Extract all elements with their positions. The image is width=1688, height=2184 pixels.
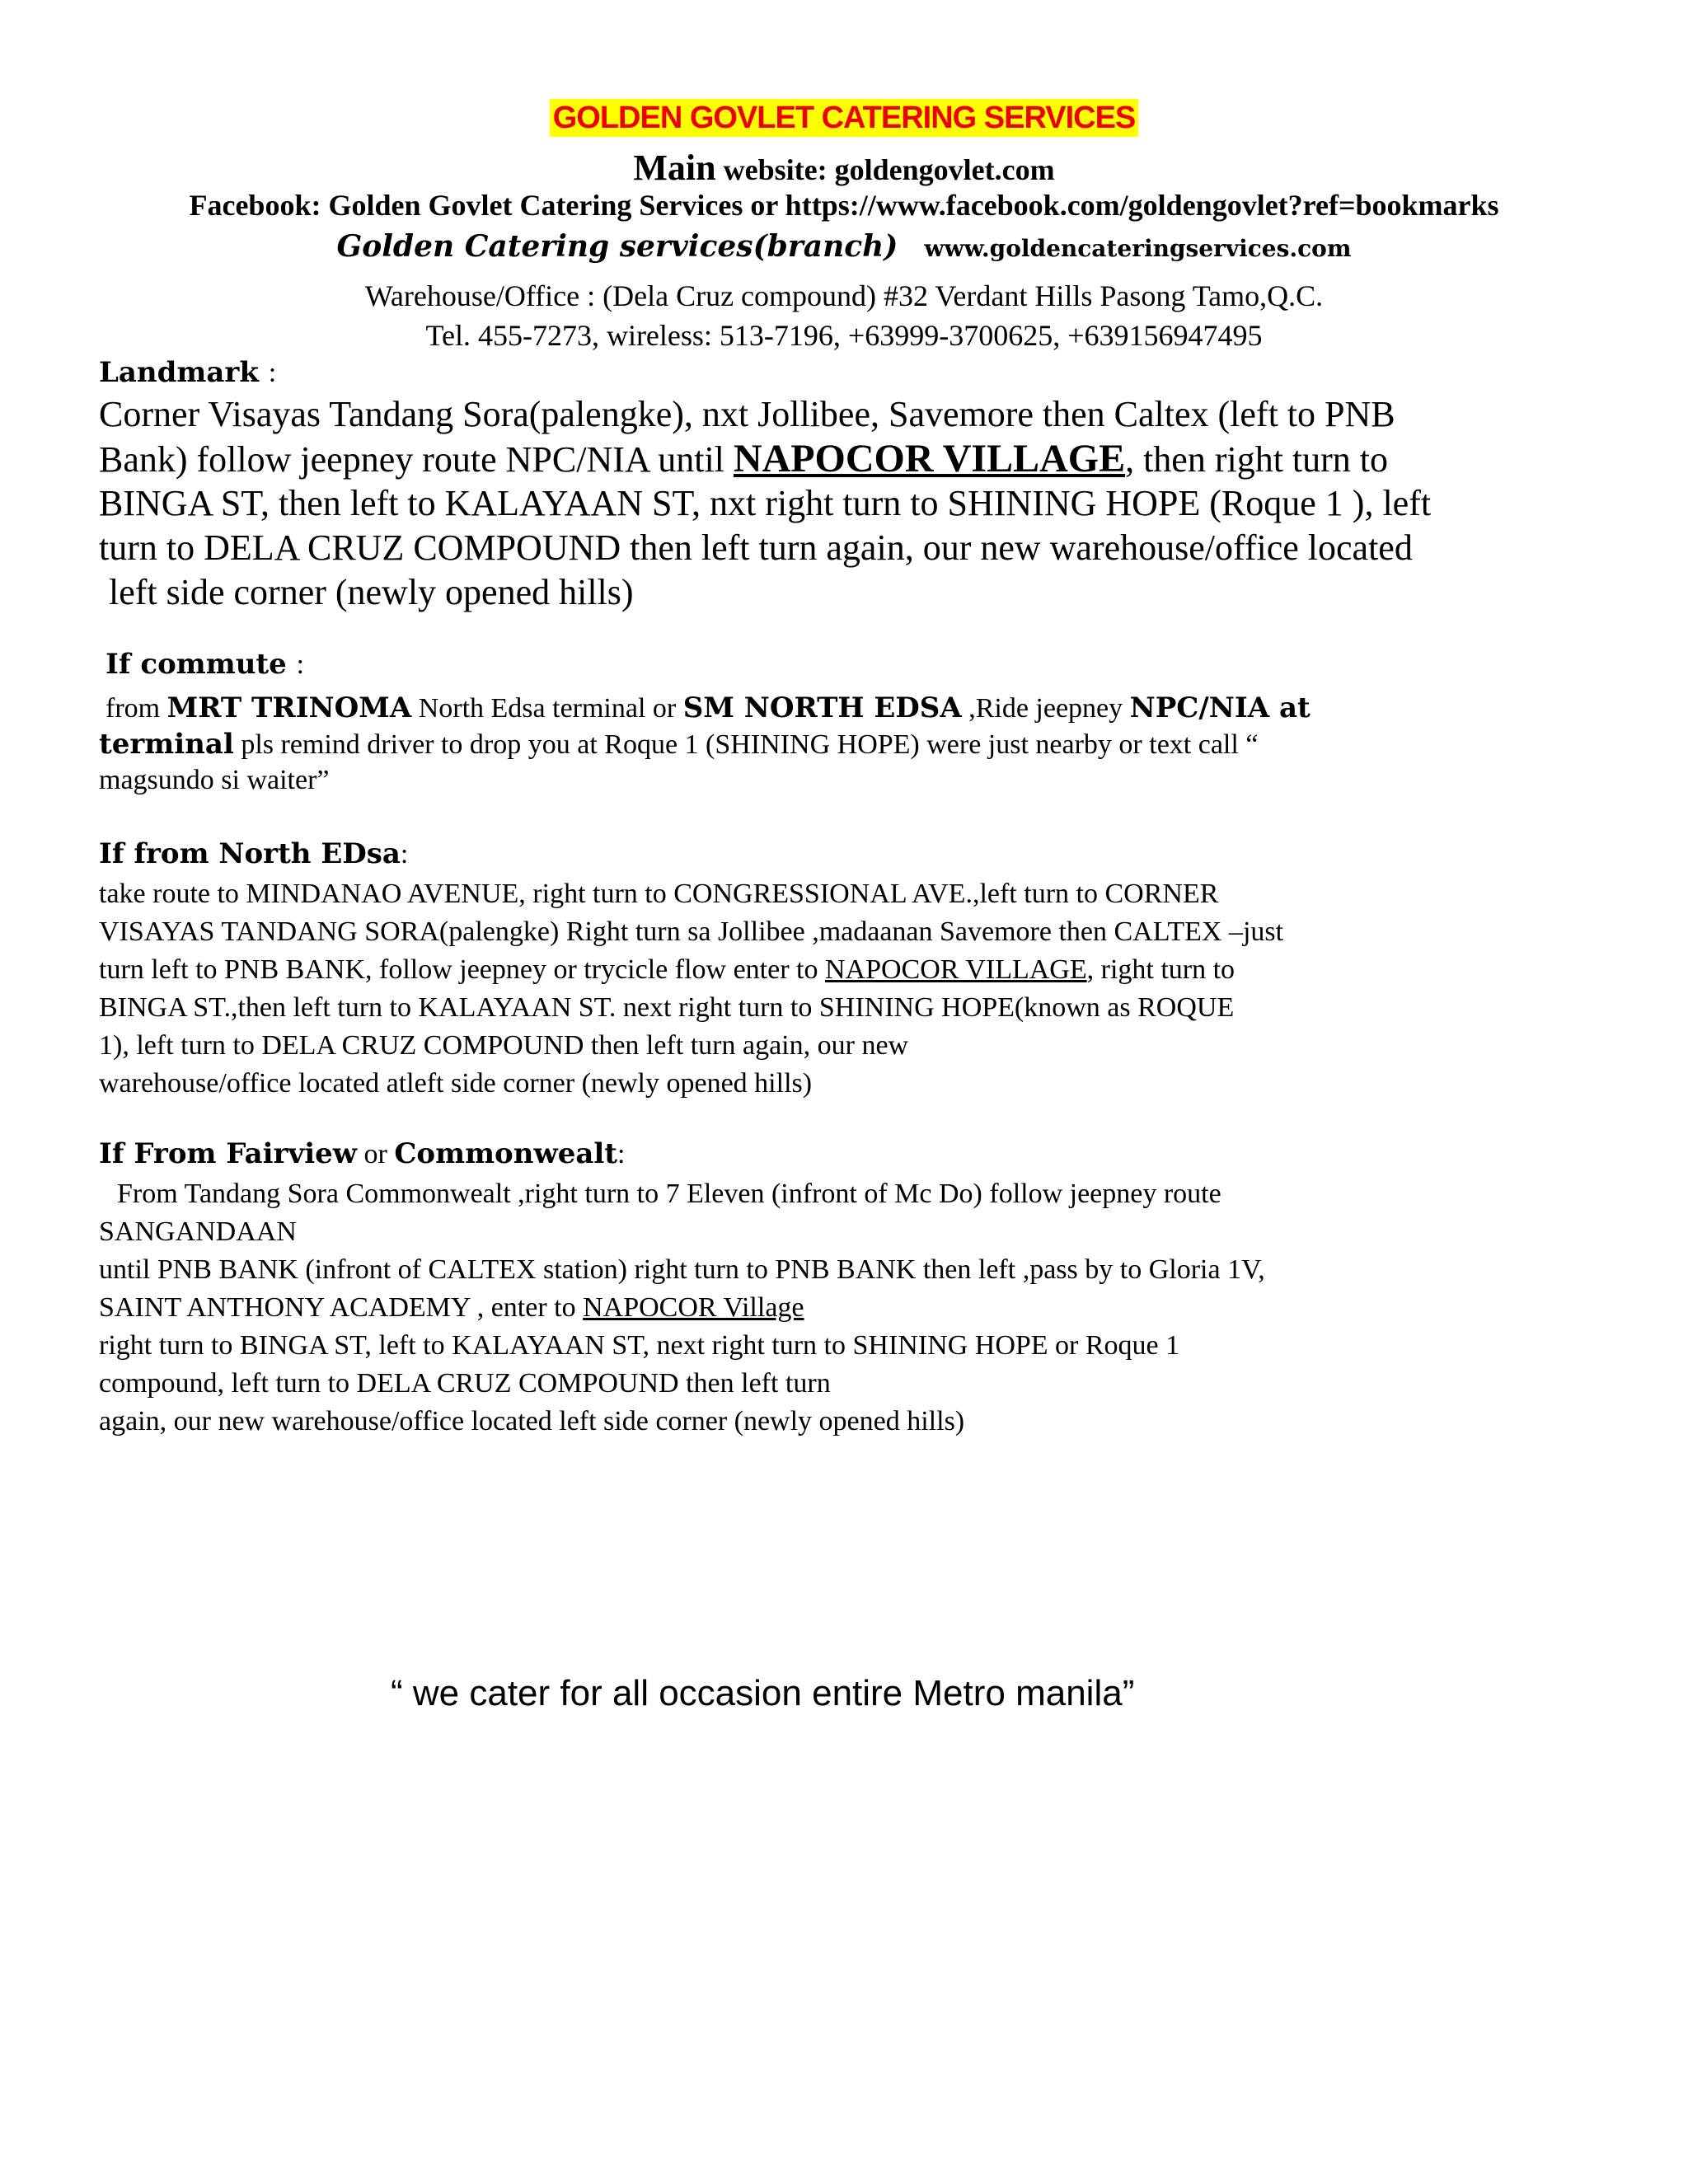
north-edsa-3c: , right turn to	[1086, 954, 1236, 985]
landmark-heading-text: Landmark	[99, 356, 259, 389]
commute-line-2	[99, 725, 1258, 764]
commute-heading-text: If commute	[106, 648, 287, 681]
fairview-line-7: again, our new warehouse/office located left side corner (newly opened hills)	[99, 1406, 965, 1436]
north-edsa-line-5: 1), left turn to DELA CRUZ COMPOUND then left turn again, our new	[99, 1030, 909, 1061]
npc-nia: NPC/NIA at	[1129, 691, 1311, 724]
landmark-colon: :	[268, 358, 277, 388]
north-edsa-heading-text: If from North EDsa	[99, 837, 401, 870]
branch-name: Golden Catering services(branch)	[336, 229, 898, 264]
north-edsa-line-2: VISAYAS TANDANG SORA(palengke) Right turn sa Jollibee ,madaanan Savemore then CALTEX –just	[99, 916, 1284, 947]
fairview-colon: :	[617, 1139, 626, 1169]
north-edsa-colon: :	[400, 839, 409, 869]
north-edsa-line-6: warehouse/office located atleft side corner (newly opened hills)	[99, 1068, 813, 1099]
branch-line	[0, 229, 1688, 264]
tagline: “ we cater for all occasion entire Metro manila”	[391, 1673, 1135, 1713]
commute-heading	[106, 648, 304, 681]
fairview-line-4	[99, 1289, 804, 1327]
main-website-line	[0, 147, 1688, 189]
landmark-line-2a: Bank) follow jeepney route NPC/NIA until	[99, 439, 734, 480]
phone-line: Tel. 455-7273, wireless: 513-7196, +63999-3700625, +639156947495	[425, 319, 1263, 352]
napocor-village-emphasis: NAPOCOR VILLAGE	[733, 437, 1126, 480]
north-edsa-line-1: take route to MINDANAO AVENUE, right turn to CONGRESSIONAL AVE.,left turn to CORNER	[99, 879, 1219, 909]
title-line	[0, 99, 1688, 137]
north-edsa-line-4: BINGA ST.,then left turn to KALAYAAN ST. next right turn to SHINING HOPE(known as ROQUE	[99, 992, 1235, 1023]
fairview-line-1: From Tandang Sora Commonwealt ,right turn to 7 Eleven (infront of Mc Do) follow jeepney route	[117, 1179, 1221, 1209]
fairview-heading-b: Commonwealt	[394, 1137, 617, 1170]
north-edsa-heading	[99, 837, 408, 870]
facebook-line: Facebook: Golden Govlet Catering Services or https://www.facebook.com/goldengovlet?ref=bookmarks	[189, 189, 1499, 222]
commute-colon: :	[296, 649, 305, 680]
fairview-heading	[99, 1137, 625, 1170]
landmark-line-1: Corner Visayas Tandang Sora(palengke), nxt Jollibee, Savemore then Caltex (left to PNB	[99, 394, 1395, 434]
landmark-line-3: BINGA ST, then left to KALAYAAN ST, nxt right turn to SHINING HOPE (Roque 1 ), left	[99, 483, 1432, 523]
commute-1e: ,Ride jeepney	[961, 693, 1130, 724]
landmark-line-2c: , then right turn to	[1125, 439, 1389, 480]
mrt-trinoma: MRT TRINOMA	[166, 691, 412, 724]
commute-line-1	[106, 689, 1311, 728]
landmark-line-2	[99, 437, 1388, 482]
main-label: Main	[633, 148, 716, 188]
fairview-line-2: SANGANDAAN	[99, 1216, 297, 1247]
north-edsa-line-3	[99, 951, 1235, 989]
terminal-bold: terminal	[99, 728, 234, 761]
fairview-4a: SAINT ANTHONY ACADEMY , enter to	[99, 1292, 584, 1323]
commute-1c: North Edsa terminal or	[411, 693, 683, 724]
fairview-line-5: right turn to BINGA ST, left to KALAYAAN ST, next right turn to SHINING HOPE or Roque 1	[99, 1330, 1180, 1361]
commute-2b: pls remind driver to drop you at Roque 1 (SHINING HOPE) were just nearby or text call “	[233, 729, 1259, 760]
landmark-heading	[99, 356, 276, 389]
landmark-line-4: turn to DELA CRUZ COMPOUND then left turn again, our new warehouse/office located	[99, 527, 1413, 568]
napocor-village-link-text: NAPOCOR Village	[583, 1292, 804, 1323]
sm-north-edsa: SM NORTH EDSA	[682, 691, 962, 724]
commute-line-3: magsundo si waiter”	[99, 765, 330, 795]
branch-url: www.goldencateringservices.com	[924, 235, 1352, 262]
napocor-village-underlined: NAPOCOR VILLAGE	[824, 954, 1087, 985]
landmark-line-5: left side corner (newly opened hills)	[109, 572, 634, 612]
address-line: Warehouse/Office : (Dela Cruz compound) #32 Verdant Hills Pasong Tamo,Q.C.	[364, 279, 1324, 312]
fairview-line-6: compound, left turn to DELA CRUZ COMPOUND then left turn	[99, 1368, 831, 1399]
fairview-heading-a: If From Fairview	[99, 1137, 358, 1170]
main-website: website: goldengovlet.com	[723, 153, 1055, 186]
company-title: GOLDEN GOVLET CATERING SERVICES	[550, 99, 1139, 137]
fairview-line-3: until PNB BANK (infront of CALTEX station) right turn to PNB BANK then left ,pass by to Gloria 1V,	[99, 1254, 1265, 1285]
north-edsa-3a: turn left to PNB BANK, follow jeepney or trycicle flow enter to	[99, 954, 825, 985]
fairview-heading-or: or	[357, 1139, 395, 1169]
commute-1a: from	[106, 693, 167, 724]
